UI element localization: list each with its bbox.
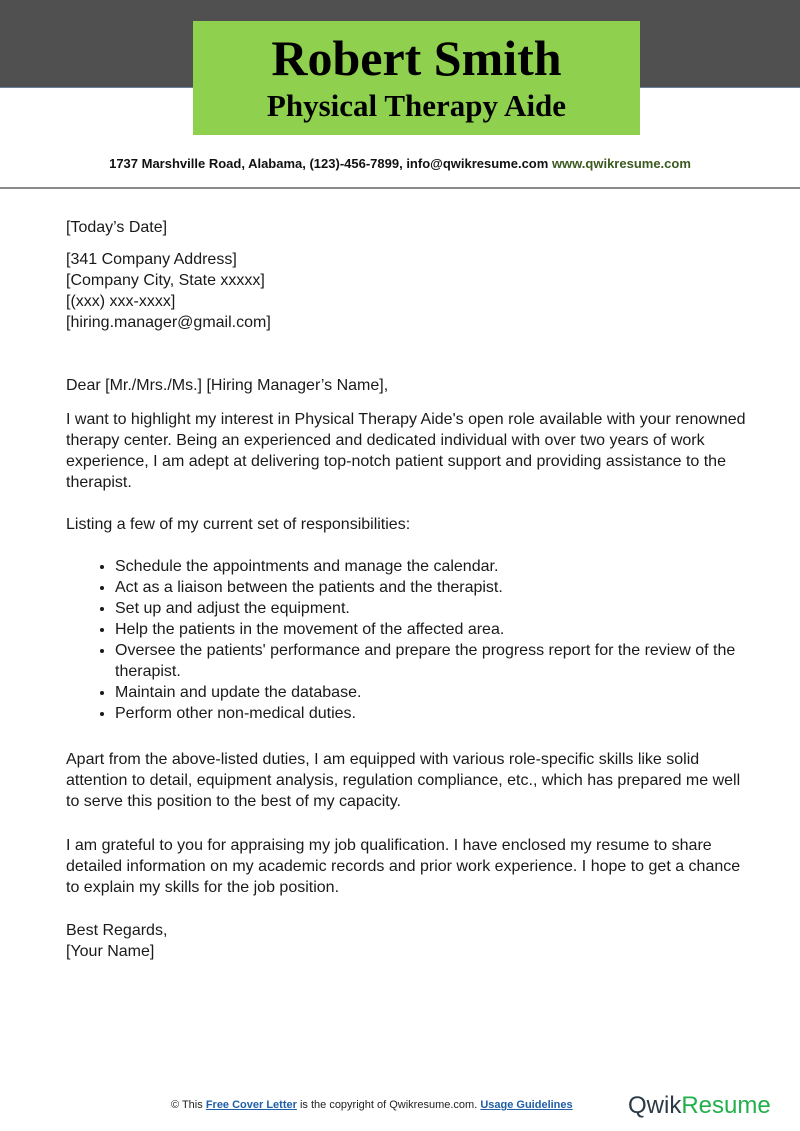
list-intro: Listing a few of my current set of responsibilities: [66, 516, 411, 533]
closing: Best Regards, [66, 922, 168, 939]
skills-paragraph: Apart from the above-listed duties, I am equipped with various role-specific skills like solid attention to detail, equipment analysis, regulation compliance, etc., which has prepared me well to serve this position to the best of my capacity. [66, 751, 741, 810]
website: www.qwikresume.com [551, 156, 691, 171]
recipient-address [66, 249, 746, 333]
address-line: [Company City, State xxxxx] [66, 272, 265, 289]
address-line: [(xxx) xxx-xxxx] [66, 293, 176, 310]
logo-part: Resume [681, 1092, 771, 1119]
name-box [193, 21, 640, 135]
salutation: Dear [Mr./Mrs./Ms.] [Hiring Manager’s Name], [66, 377, 389, 394]
contact-info: 1737 Marshville Road, Alabama, (123)-456-7899, info@qwikresume.com [109, 156, 549, 171]
closing-paragraph: I am grateful to you for appraising my job qualification. I have enclosed my resume to share detailed information on my academic records and prior work experience. I hope to get a chance to explain my skills for the job position. [66, 837, 741, 896]
usage-guidelines-link[interactable]: Usage Guidelines [480, 1099, 573, 1111]
free-cover-letter-link[interactable]: Free Cover Letter [205, 1099, 297, 1111]
date: [Today’s Date] [66, 219, 168, 236]
address-line: [341 Company Address] [66, 251, 237, 268]
responsibilities-list [66, 556, 746, 724]
list-item: • Set up and adjust the equipment. [115, 598, 746, 619]
logo-part: Qwik [628, 1092, 682, 1119]
contact-line [0, 156, 800, 171]
list-item: • Perform other non-medical duties. [115, 703, 746, 724]
address-line: [hiring.manager@gmail.com] [66, 314, 271, 331]
list-item: • Oversee the patients' performance and prepare the progress report for the review of the therapist. [115, 640, 746, 682]
footer-text: © This [171, 1099, 203, 1111]
list-item: • Help the patients in the movement of the affected area. [115, 619, 746, 640]
list-item: • Act as a liaison between the patients and the therapist. [115, 577, 746, 598]
list-item: • Maintain and update the database. [115, 682, 746, 703]
list-item: • Schedule the appointments and manage the calendar. [115, 556, 746, 577]
footer-text: is the copyright of Qwikresume.com. [299, 1099, 478, 1111]
divider [0, 187, 800, 189]
job-title: Physical Therapy Aide [266, 88, 567, 123]
intro-paragraph: I want to highlight my interest in Physical Therapy Aide's open role available with your renowned therapy center. Being an experienced and dedicated individual with over two years of work experience, I am adept at delivering top-notch patient support and providing assistance to the therapist. [66, 411, 746, 491]
applicant-name: Robert Smith [271, 30, 562, 86]
qwikresume-logo [628, 1092, 771, 1120]
signature: [Your Name] [66, 943, 155, 960]
footer-copyright [171, 1099, 573, 1111]
